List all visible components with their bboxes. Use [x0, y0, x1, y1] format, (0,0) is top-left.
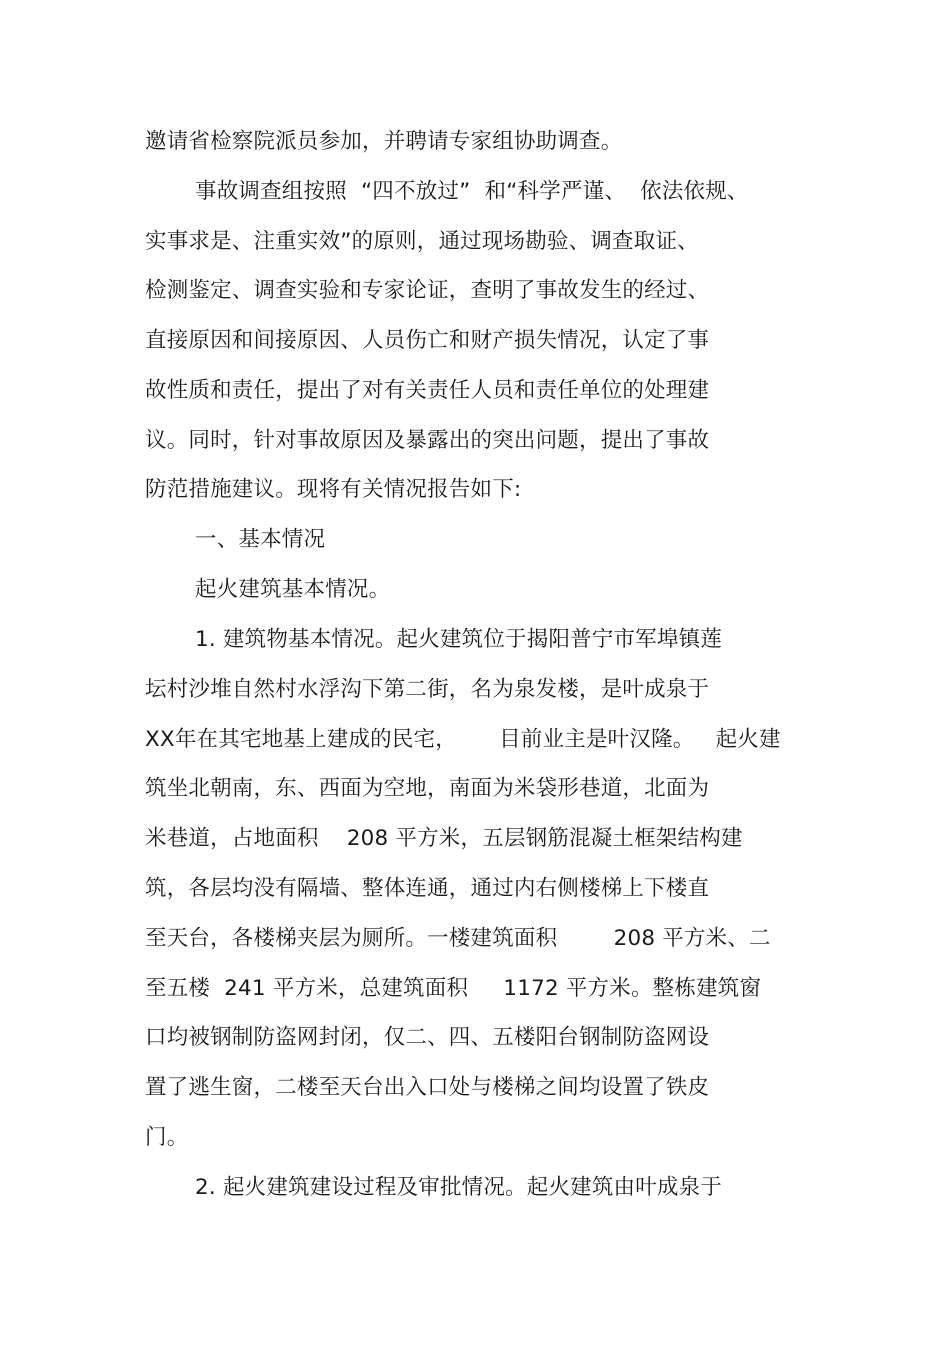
- text-line: 米巷道，占地面积 208 平方米，五层钢筋混凝土框架结构建: [145, 826, 743, 851]
- text-line: 邀请省检察院派员参加，并聘请专家组协助调查。: [145, 129, 623, 154]
- text-line: 事故调查组按照 “四不放过” 和“科学严谨、 依法依规、: [195, 179, 749, 204]
- text-line: 筑坐北朝南，东、西面为空地，南面为米袋形巷道，北面为: [145, 776, 710, 801]
- text-line: 筑，各层均没有隔墙、整体连通，通过内右侧楼梯上下楼直: [145, 876, 710, 901]
- text-line: 2. 起火建筑建设过程及审批情况。起火建筑由叶成泉于: [195, 1175, 723, 1200]
- text-line: 门。: [145, 1125, 189, 1150]
- text-line: 防范措施建议。现将有关情况报告如下:: [145, 477, 522, 502]
- text-line: 至五楼 241 平方米，总建筑面积 1172 平方米。整栋建筑窗: [145, 976, 762, 1001]
- text-line: 检测鉴定、调查实验和专家论证，查明了事故发生的经过、: [145, 278, 710, 303]
- text-line: XX年在其宅地基上建成的民宅， 目前业主是叶汉隆。 起火建: [145, 727, 781, 752]
- text-line: 1. 建筑物基本情况。起火建筑位于揭阳普宁市军埠镇莲: [195, 627, 723, 652]
- section-heading: 一、基本情况: [195, 527, 326, 552]
- text-line: 议。同时，针对事故原因及暴露出的突出问题，提出了事故: [145, 428, 710, 453]
- text-line: 坛村沙堆自然村水浮沟下第二街，名为泉发楼，是叶成泉于: [145, 677, 710, 702]
- text-line: 实事求是、注重实效”的原则，通过现场勘验、调查取证、: [145, 229, 699, 254]
- text-line: 至天台，各楼梯夹层为厕所。一楼建筑面积 208 平方米、二: [145, 926, 771, 951]
- text-line: 口均被钢制防盗网封闭，仅二、四、五楼阳台钢制防盗网设: [145, 1025, 710, 1050]
- text-line: 置了逃生窗，二楼至天台出入口处与楼梯之间均设置了铁皮: [145, 1075, 710, 1100]
- text-line: 故性质和责任，提出了对有关责任人员和责任单位的处理建: [145, 378, 710, 403]
- text-line: 直接原因和间接原因、人员伤亡和财产损失情况，认定了事: [145, 328, 710, 353]
- sub-heading: 起火建筑基本情况。: [195, 577, 391, 602]
